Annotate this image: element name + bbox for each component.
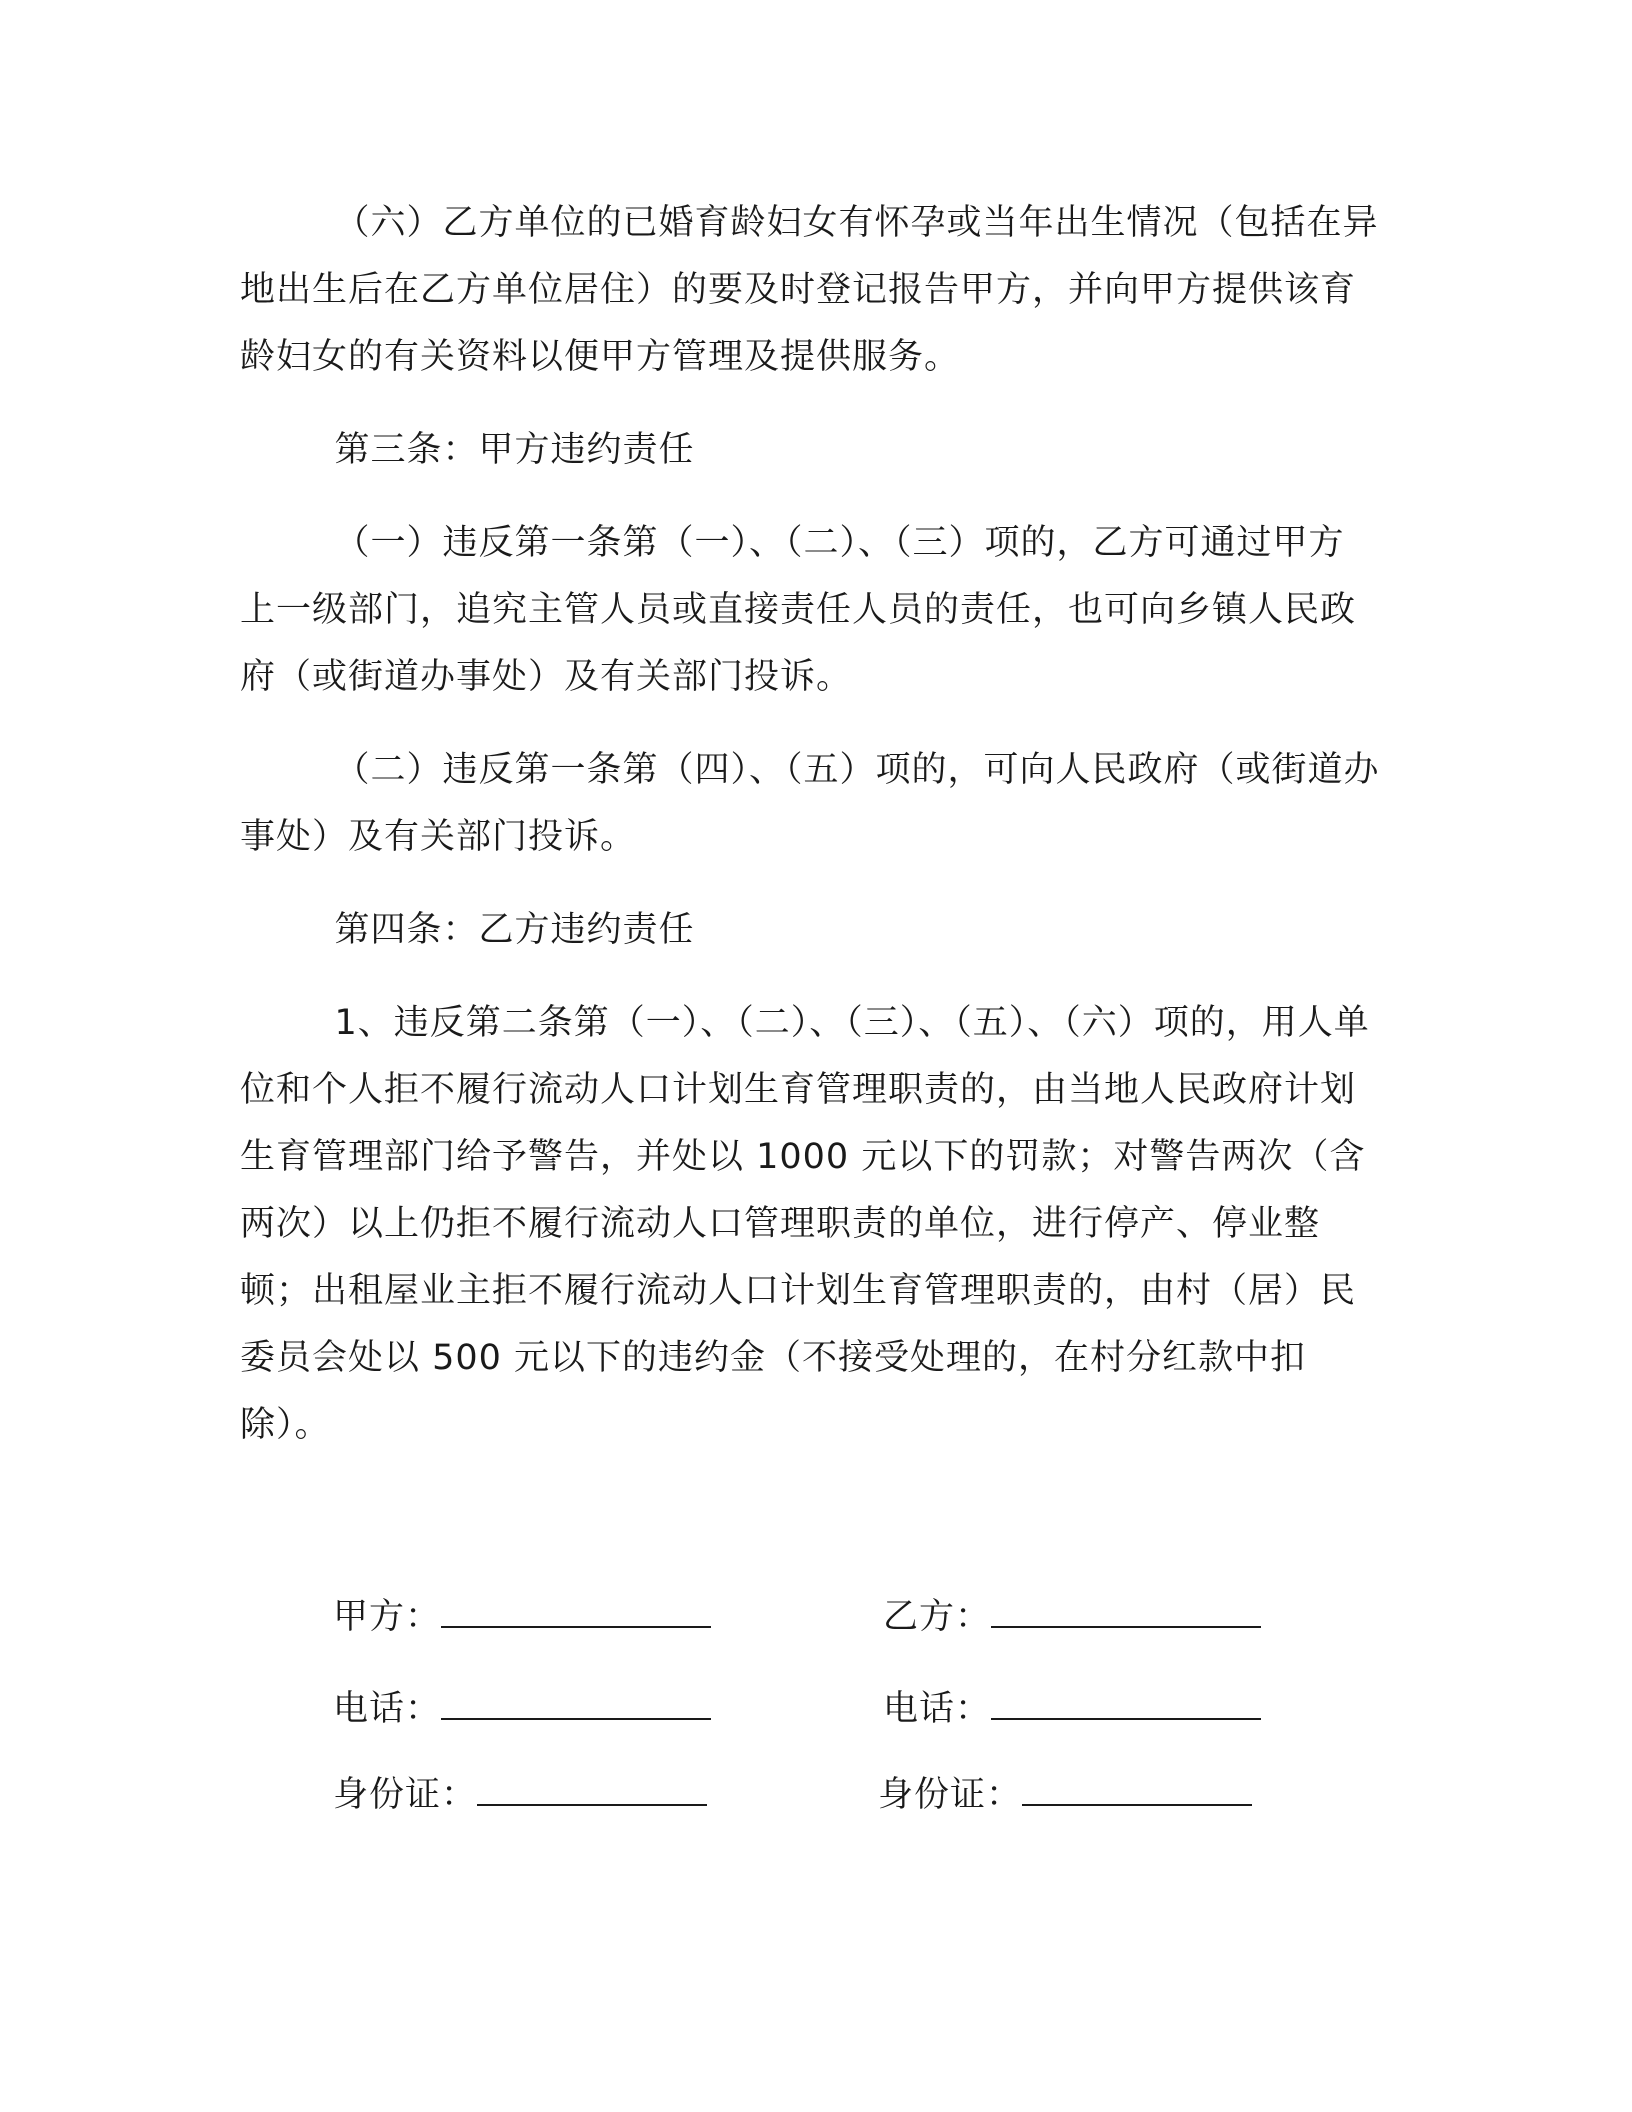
phone-b-row: [883, 1682, 1261, 1734]
paragraph-six: （六）乙方单位的已婚育龄妇女有怀孕或当年出生情况（包括在异地出生后在乙方单位居住）的要及时登记报告甲方，并向甲方提供该育龄妇女的有关资料以便甲方管理及提供服务。: [240, 203, 1379, 377]
phone-b-label: 电话：: [883, 1689, 992, 1729]
party-a-blank[interactable]: [441, 1590, 711, 1628]
id-b-label: 身份证：: [878, 1775, 1023, 1815]
phone-a-row: [333, 1682, 711, 1734]
id-b-row: [878, 1768, 1252, 1820]
article-three-item-two: （二）违反第一条第（四）、（五）项的，可向人民政府（或街道办事处）及有关部门投诉。: [240, 750, 1380, 857]
id-a-blank[interactable]: [477, 1768, 707, 1806]
party-a-row: [333, 1590, 711, 1642]
document-body: [240, 190, 1380, 1485]
party-b-label: 乙方：: [883, 1597, 992, 1637]
party-b-blank[interactable]: [991, 1590, 1261, 1628]
id-a-label: 身份证：: [333, 1775, 478, 1815]
article-three-item-one: （一）违反第一条第（一）、（二）、（三）项的，乙方可通过甲方上一级部门，追究主管人员或直接责任人员的责任，也可向乡镇人民政府（或街道办事处）及有关部门投诉。: [240, 523, 1357, 697]
id-a-row: [333, 1768, 707, 1820]
phone-a-label: 电话：: [333, 1689, 442, 1729]
party-a-label: 甲方：: [333, 1597, 442, 1637]
article-three-heading: 第三条：甲方违约责任: [334, 430, 695, 470]
id-b-blank[interactable]: [1022, 1768, 1252, 1806]
article-four-heading: 第四条：乙方违约责任: [334, 910, 695, 950]
party-b-row: [883, 1590, 1261, 1642]
article-four-item-one: 1、违反第二条第（一）、（二）、（三）、（五）、（六）项的，用人单位和个人拒不履行流动人口计划生育管理职责的，由当地人民政府计划生育管理部门给予警告，并处以 1000 元以下的罚款；对警告两次（含两次）以上仍拒不履行流动人口管理职责的单位，进行停产、停业整顿；出租屋业主拒不履行流动人口计划生育管理职责的，由村（居）民委员会处以 500 元以下的违约金（不接受处理的，在村分红款中扣除）。: [240, 1003, 1370, 1445]
phone-b-blank[interactable]: [991, 1682, 1261, 1720]
phone-a-blank[interactable]: [441, 1682, 711, 1720]
